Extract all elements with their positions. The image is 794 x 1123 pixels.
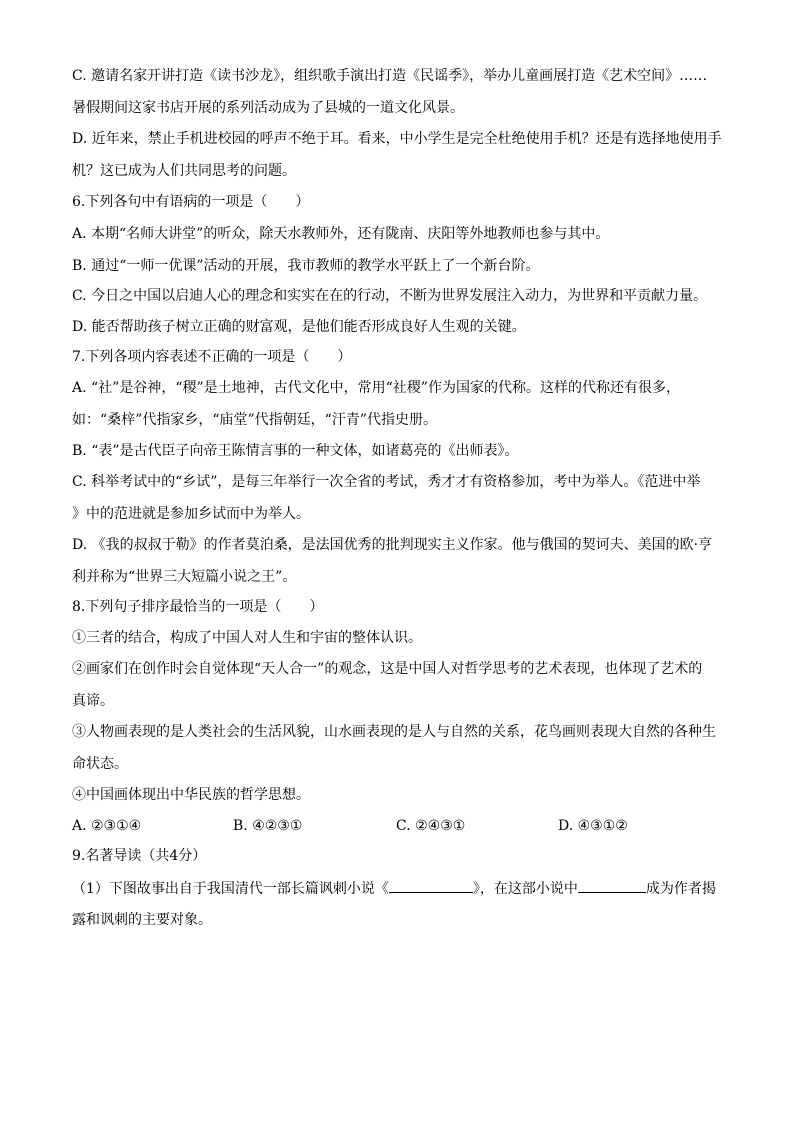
- q9-1-text-a: （1）下图故事出自于我国清代一部长篇讽刺小说《: [72, 881, 389, 897]
- question-8-option-c: C. ②④③①: [396, 818, 466, 834]
- question-7: 7.下列各项内容表述不正确的一项是（ ）: [72, 349, 352, 365]
- question-7-option-d-line1: D. 《我的叔叔于勒》的作者莫泊桑，是法国优秀的批判现实主义作家。他与俄国的契诃夫、美国的欧·亨: [72, 537, 713, 553]
- sentence-3-line1: ③人物画表现的是人类社会的生活风貌，山水画表现的是人与自然的关系，花鸟画则表现大自然的各种生: [72, 724, 716, 740]
- question-9-part-1-line2: 露和讽刺的主要对象。: [72, 912, 212, 928]
- target-blank[interactable]: [578, 878, 646, 893]
- q5-option-c-line2: 暑假期间这家书店开展的系列活动成为了县城的一道文化风景。: [72, 100, 464, 116]
- question-9-part-1-line1: [72, 878, 732, 899]
- question-6: 6.下列各句中有语病的一项是（ ）: [72, 194, 310, 210]
- question-6-option-c: C. 今日之中国以启迪人心的理念和实实在在的行动，不断为世界发展注入动力，为世界和平贡献力量。: [72, 288, 708, 304]
- sentence-3-line2: 命状态。: [72, 756, 128, 772]
- sentence-1: ①三者的结合，构成了中国人对人生和宇宙的整体认识。: [72, 630, 422, 646]
- sentence-2-line1: ②画家们在创作时会自觉体现“天人合一”的观念，这是中国人对哲学思考的艺术表现，也体现了艺术的: [72, 661, 703, 677]
- question-7-option-d-line2: 利并称为“世界三大短篇小说之王”。: [72, 569, 297, 585]
- question-8-option-d: D. ④③①②: [558, 818, 628, 834]
- question-7-option-c-line1: C. 科举考试中的“乡试”，是每三年举行一次全省的考试，秀才才有资格参加，考中为举人。《范进中举: [72, 474, 701, 490]
- question-8: 8.下列句子排序最恰当的一项是（ ）: [72, 599, 324, 615]
- question-7-option-a-line1: A. “社”是谷神，“稷”是土地神，古代文化中，常用“社稷”作为国家的代称。这样的代称还有很多，: [72, 380, 680, 396]
- question-6-option-a: A. 本期“名师大讲堂”的听众，除天水教师外，还有陇南、庆阳等外地教师也参与其中。: [72, 226, 610, 242]
- q9-1-text-b: 》，在这部小说中: [472, 881, 578, 897]
- question-9: 9.名著导读（共4分）: [72, 848, 207, 864]
- question-6-option-b: B. 通过“一师一优课”活动的开展，我市教师的教学水平跃上了一个新台阶。: [72, 258, 540, 274]
- q9-1-text-c: 成为作者揭: [645, 881, 716, 897]
- novel-title-blank[interactable]: [389, 878, 473, 893]
- question-7-option-c-line2: 》中的范进就是参加乡试而中为举人。: [72, 506, 310, 522]
- question-6-option-d: D. 能否帮助孩子树立正确的财富观，是他们能否形成良好人生观的关键。: [72, 319, 526, 335]
- question-7-option-b: B. “表”是古代臣子向帝王陈情言事的一种文体，如诸葛亮的《出师表》。: [72, 443, 519, 459]
- question-8-option-b: B. ④②③①: [233, 818, 303, 834]
- question-8-option-a: A. ②③①④: [72, 818, 142, 834]
- sentence-4: ④中国画体现出中华民族的哲学思想。: [72, 787, 310, 803]
- q5-option-d-line2: 机？这已成为人们共同思考的问题。: [72, 163, 296, 179]
- question-7-option-a-line2: 如：“桑梓”代指家乡，“庙堂”代指朝廷，“汗青”代指史册。: [72, 412, 437, 428]
- q5-option-d-line1: D. 近年来，禁止手机进校园的呼声不绝于耳。看来，中小学生是完全杜绝使用手机？还是有选择地使用手: [72, 131, 722, 147]
- sentence-2-line2: 真谛。: [72, 693, 114, 709]
- q5-option-c-line1: C. 邀请名家开讲打造《读书沙龙》，组织歌手演出打造《民谣季》，举办儿童画展打造《艺术空间》……: [72, 68, 708, 84]
